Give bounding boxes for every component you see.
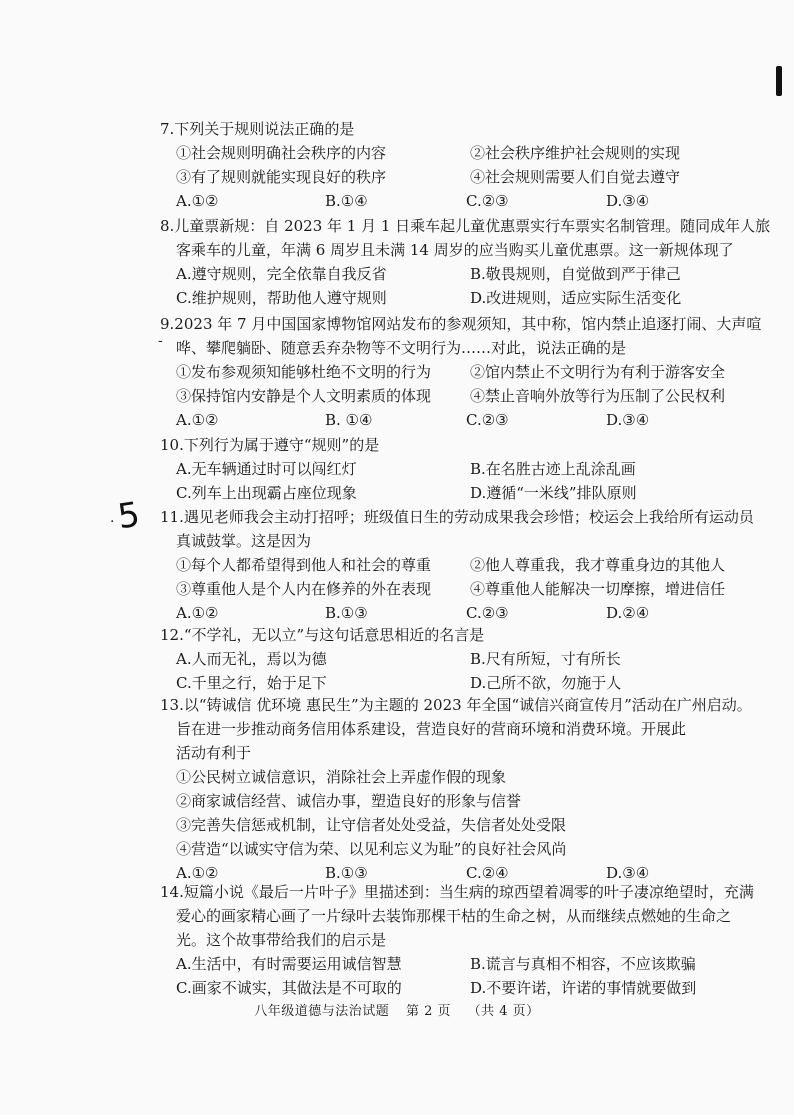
option-a: A.遵守规则，完全依靠自我反省 xyxy=(176,265,387,283)
question-7-options xyxy=(160,189,720,213)
statement-2: ②社会秩序维护社会规则的实现 xyxy=(470,144,681,162)
option-a: A.①② xyxy=(176,864,219,882)
statement-3: ③尊重他人是个人内在修养的外在表现 xyxy=(176,580,432,598)
option-c: C.②③ xyxy=(466,192,509,210)
question-13-stem-line-2: 旨在进一步推动商务信用体系建设，营造良好的营商环境和消费环境。开展此 xyxy=(176,720,687,738)
statement-1: ①发布参观须知能够杜绝不文明的行为 xyxy=(176,363,432,381)
question-14-stem-line-3: 光。这个故事带给我们的启示是 xyxy=(176,931,387,949)
option-a: A.①② xyxy=(176,411,219,429)
handwritten-score-mark: 5 xyxy=(115,494,143,538)
question-14-stem-line-1: 14.短篇小说《最后一片叶子》里描述到：当生病的琼西望着凋零的叶子凄凉绝望时，充满 xyxy=(160,883,754,901)
question-9-stem-line-1: 9.2023 年 7 月中国国家博物馆网站发布的参观须知，其中称，馆内禁止追逐打闹、大声喧 xyxy=(160,315,762,333)
option-a: A.①② xyxy=(176,192,219,210)
question-10-options-row-2 xyxy=(160,481,720,505)
question-12-options-row-1 xyxy=(160,647,720,671)
option-c: C.维护规则，帮助他人遵守规则 xyxy=(176,289,387,307)
statement-1: ①公民树立诚信意识，消除社会上弄虚作假的现象 xyxy=(176,768,507,786)
question-9 xyxy=(160,312,762,432)
question-11-statements-row-2 xyxy=(160,577,726,601)
statement-2: ②商家诚信经营、诚信办事，塑造良好的形象与信誉 xyxy=(176,792,522,810)
question-8-stem-line-2: 客乘车的儿童，年满 6 周岁且未满 14 周岁的应当购买儿童优惠票。这一新规体现了 xyxy=(176,241,734,259)
question-9-statements-row-1 xyxy=(160,360,726,384)
page-footer xyxy=(0,1000,794,1019)
option-d: D.②④ xyxy=(606,604,650,622)
option-b: B.谎言与真相不相容，不应该欺骗 xyxy=(470,955,696,973)
pen-tick: - xyxy=(158,333,163,349)
question-9-options xyxy=(160,408,720,432)
option-a: A.①② xyxy=(176,604,219,622)
option-a: A.生活中，有时需要运用诚信智慧 xyxy=(176,955,402,973)
option-b: B.尺有所短，寸有所长 xyxy=(470,650,621,668)
option-c: C.千里之行，始于足下 xyxy=(176,674,327,692)
question-14-stem-line-2: 爱心的画家精心画了一片绿叶去装饰那棵干枯的生命之树，从而继续点燃她的生命之 xyxy=(176,907,732,925)
question-7 xyxy=(160,117,720,213)
question-14 xyxy=(160,880,754,1000)
statement-4: ④社会规则需要人们自觉去遵守 xyxy=(470,168,681,186)
footer-page-number: 第 2 页 xyxy=(405,1004,451,1019)
question-13 xyxy=(160,693,752,885)
question-11-statements-row-1 xyxy=(160,553,726,577)
question-8 xyxy=(160,214,771,310)
question-10 xyxy=(160,433,720,505)
option-d: D.③④ xyxy=(606,864,650,882)
option-d: D.③④ xyxy=(606,192,650,210)
question-7-stem: 7.下列关于规则说法正确的是 xyxy=(160,120,355,138)
option-c: C.②③ xyxy=(466,411,509,429)
option-d: D.遵循“一米线”排队原则 xyxy=(470,484,637,502)
statement-3: ③保持馆内安静是个人文明素质的体现 xyxy=(176,387,432,405)
option-c: C.②③ xyxy=(466,604,509,622)
option-b: B. ①④ xyxy=(325,411,373,429)
statement-4: ④尊重他人能解决一切摩擦，增进信任 xyxy=(470,580,726,598)
question-13-stem-line-3: 活动有利于 xyxy=(176,744,252,762)
option-d: D.改进规则，适应实际生活变化 xyxy=(470,289,682,307)
question-8-stem-line-1: 8.儿童票新规：自 2023 年 1 月 1 日乘车起儿童优惠票实行车票实名制管理。随同成年人旅 xyxy=(160,217,771,235)
question-11-options xyxy=(160,601,720,625)
statement-2: ②他人尊重我，我才尊重身边的其他人 xyxy=(470,556,726,574)
question-12 xyxy=(160,623,720,695)
question-8-options-row-1 xyxy=(160,262,720,286)
option-b: B.敬畏规则，自觉做到严于律己 xyxy=(470,265,681,283)
option-d: D.不要许诺，许诺的事情就要做到 xyxy=(470,979,697,997)
question-10-stem: 10.下列行为属于遵守“规则”的是 xyxy=(160,436,380,454)
question-12-stem: 12.“不学礼，无以立”与这句话意思相近的名言是 xyxy=(160,626,485,644)
question-11 xyxy=(160,505,754,625)
statement-1: ①社会规则明确社会秩序的内容 xyxy=(176,144,387,162)
option-d: D.己所不欲，勿施于人 xyxy=(470,674,622,692)
question-8-options-row-2 xyxy=(160,286,720,310)
pen-dot: . xyxy=(110,510,115,526)
question-14-options-row-1 xyxy=(160,952,720,976)
option-a: A.人而无礼，焉以为德 xyxy=(176,650,327,668)
scan-edge-mark xyxy=(776,66,782,96)
option-c: C.②④ xyxy=(466,864,509,882)
question-13-stem-line-1: 13.以“铸诚信 优环境 惠民生”为主题的 2023 年全国“诚信兴商宣传月”活动在广州启动。 xyxy=(160,696,752,714)
question-7-statements-row-2 xyxy=(160,165,720,189)
question-9-stem-line-2: 哗、攀爬躺卧、随意丢弃杂物等不文明行为……对此，说法正确的是 xyxy=(176,339,627,357)
footer-total-pages: （共 4 页） xyxy=(467,1004,540,1019)
statement-1: ①每个人都希望得到他人和社会的尊重 xyxy=(176,556,432,574)
statement-3: ③有了规则就能实现良好的秩序 xyxy=(176,168,387,186)
statement-2: ②馆内禁止不文明行为有利于游客安全 xyxy=(470,363,726,381)
statement-3: ③完善失信惩戒机制，让守信者处处受益，失信者处处受限 xyxy=(176,816,567,834)
question-10-options-row-1 xyxy=(160,457,720,481)
option-c: C.画家不诚实，其做法是不可取的 xyxy=(176,979,402,997)
option-b: B.①④ xyxy=(325,192,368,210)
option-b: B.①③ xyxy=(325,604,368,622)
question-11-stem-line-1: 11.遇见老师我会主动打招呼；班级值日生的劳动成果我会珍惜；校运会上我给所有运动员 xyxy=(160,508,754,526)
question-12-options-row-2 xyxy=(160,671,720,695)
option-a: A.无车辆通过时可以闯红灯 xyxy=(176,460,357,478)
statement-4: ④禁止音响外放等行为压制了公民权利 xyxy=(470,387,726,405)
option-d: D.③④ xyxy=(606,411,650,429)
option-c: C.列车上出现霸占座位现象 xyxy=(176,484,357,502)
question-7-statements-row-1 xyxy=(160,141,720,165)
option-b: B.①③ xyxy=(325,864,368,882)
question-11-stem-line-2: 真诚鼓掌。这是因为 xyxy=(176,532,312,550)
statement-4: ④营造“以诚实守信为荣、以见利忘义为耻”的良好社会风尚 xyxy=(176,840,567,858)
question-14-options-row-2 xyxy=(160,976,720,1000)
footer-subject: 八年级道德与法治试题 xyxy=(254,1004,390,1019)
option-b: B.在名胜古迹上乱涂乱画 xyxy=(470,460,636,478)
question-9-statements-row-2 xyxy=(160,384,726,408)
